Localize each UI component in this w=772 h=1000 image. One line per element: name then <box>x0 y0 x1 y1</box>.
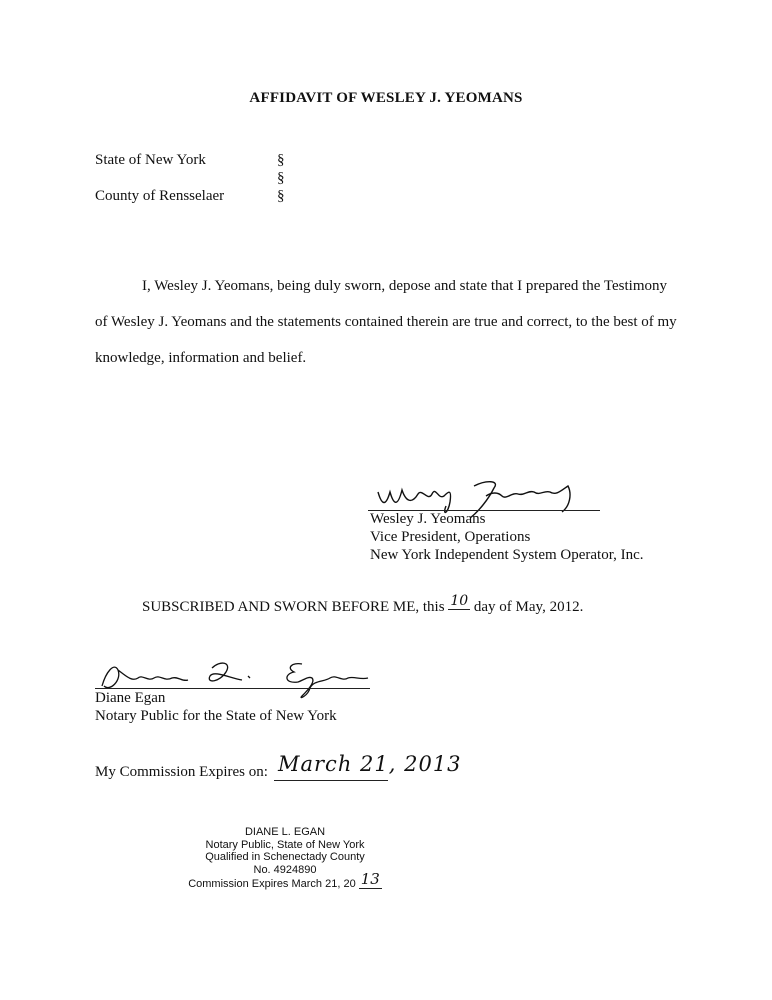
affiant-name: Wesley J. Yeomans <box>370 511 486 527</box>
notary-stamp <box>140 826 430 891</box>
section-symbol: § <box>277 170 285 186</box>
jurat-line <box>142 593 584 616</box>
stamp-line-4: No. 4924890 <box>253 863 317 876</box>
venue-state: State of New York <box>95 152 206 168</box>
stamp-line-1: DIANE L. EGAN <box>244 826 326 838</box>
body-line-1: I, Wesley J. Yeomans, being duly sworn, depose and state that I prepared the Testimony <box>142 278 668 294</box>
jurat-prefix: SUBSCRIBED AND SWORN BEFORE ME, this <box>142 599 445 615</box>
section-symbol: § <box>277 152 285 168</box>
commission-date-handwritten: March 21, 2013 <box>278 752 462 776</box>
section-symbol: § <box>277 188 285 204</box>
document-title: AFFIDAVIT OF WESLEY J. YEOMANS <box>249 90 523 106</box>
commission-label: My Commission Expires on: <box>95 764 268 780</box>
affiant-role: Vice President, Operations <box>370 529 531 545</box>
stamp-line-2: Notary Public, State of New York <box>205 838 365 851</box>
body-line-3: knowledge, information and belief. <box>95 350 307 366</box>
notary-name: Diane Egan <box>95 690 166 706</box>
notary-title: Notary Public for the State of New York <box>95 708 337 724</box>
stamp-expiry-text: Commission Expires March 21, 20 <box>188 878 356 890</box>
affiant-organization: New York Independent System Operator, Inc. <box>370 547 644 563</box>
commission-date-line <box>274 780 388 781</box>
stamp-year-handwritten: 13 <box>360 870 380 888</box>
stamp-line-5 <box>140 870 430 891</box>
venue-county: County of Rensselaer <box>95 188 225 204</box>
jurat-suffix: day of May, 2012. <box>473 599 584 615</box>
notary-signature-line <box>95 688 370 689</box>
body-line-2: of Wesley J. Yeomans and the statements contained therein are true and correct, to the best of my <box>95 314 677 330</box>
stamp-line-3: Qualified in Schenectady County <box>205 851 365 863</box>
jurat-day: 10 <box>450 593 469 609</box>
